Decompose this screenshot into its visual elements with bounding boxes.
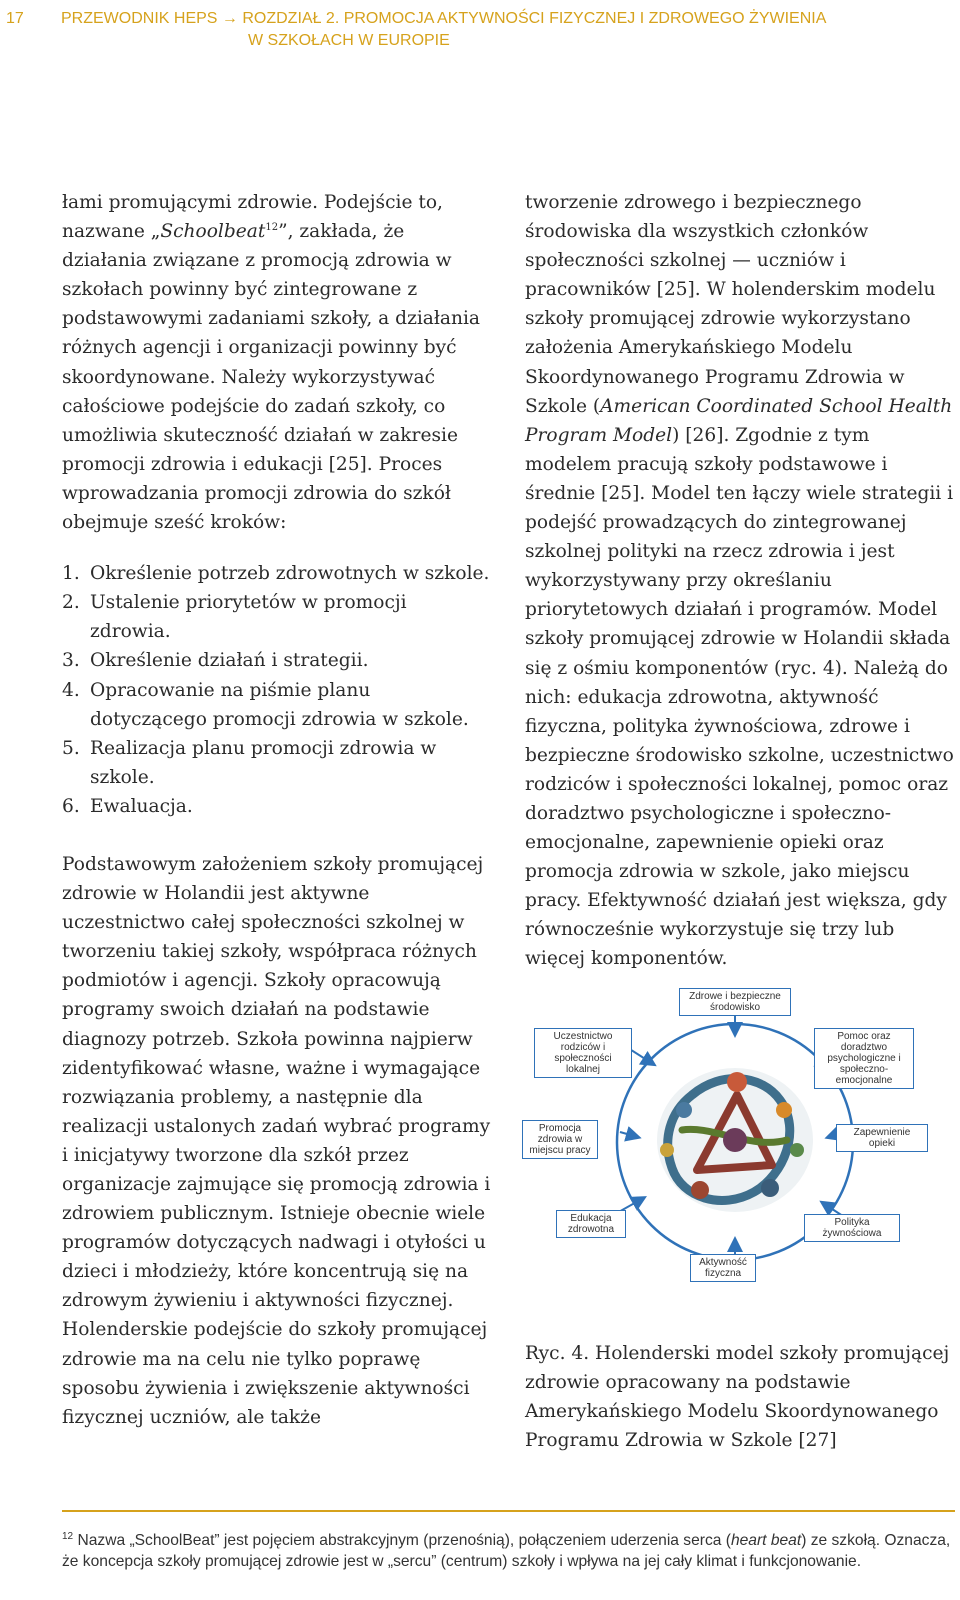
left-paragraph-2: Podstawowym założeniem szkoły promującej zdrowie w Holandii jest aktywne uczestnictwo całej społeczności szkolnej w tworzeniu takiej szkoły, współpraca różnych podmiotów i agencji. Szkoły opracowują programy swoich działań na podstawie diagnozy potrzeb. Szkoła powinna najpierw zidentyfikować własne, ważne i wymagające rozwiązania problemy, a następnie dla realizacji ustalonych zadań wybrać programy i inicjatywy tworzone dla szkół przez organizacje zajmujące się promocją zdrowia i zdrowiem publicznym. Istnieje obecnie wiele programów dotyczących nadwagi i otyłości u dzieci i młodzieży, które koncentrują się na zdrowym żywieniu i aktywności fizycznej. Holenderskie podejście do szkoły promującej zdrowie ma na celu nie tylko poprawę sposobu żywienia i zwiększenie aktywności fizycznej uczniów, ale także: [62, 853, 491, 1428]
component-health-education: Edukacja zdrowotna: [556, 1210, 626, 1238]
page-number: 17: [6, 10, 24, 27]
component-physical-activity: Aktywność fizyczna: [690, 1254, 756, 1282]
list-item: 3. Określenie działań i strategii.: [62, 650, 369, 672]
central-figure-graphic: [657, 1068, 813, 1212]
footnote-number: 12: [62, 1530, 74, 1542]
list-item: 6. Ewaluacja.: [62, 795, 193, 817]
footnote-divider: [62, 1510, 955, 1512]
footnote: $^{12}$ Nazwa „SchoolBeat” jest pojęciem abstrakcyjnym (przenośnią), połączeniem uderzenia serca (heart beat) ze szkołą. Oznacza, że koncepcja szkoły promującej zdrowie jest w „sercu” (centrum) szkoły i wpływa na jej cały klimat i funkcjonowanie.: [62, 1530, 951, 1570]
right-paragraph-1: tworzenie zdrowego i bezpiecznego środowiska dla wszystkich członków społeczności szkolnej — uczniów i pracowników [25]. W holenderskim modelu szkoły promującej zdrowie wykorzystano założenia Amerykańskiego Modelu Skoordynowanego Programu Zdrowia w Szkole (American Coordinated School Health Program Model) [26]. Zgodnie z tym modelem pracują szkoły podstawowe i średnie [25]. Model ten łączy wiele strategii i podejść prowadzących do zintegrowanej szkolnej polityki na rzecz zdrowia i jest wykorzystywany przy określaniu priorytetowych działań i programów. Model szkoły promującej zdrowie w Holandii składa się z ośmiu komponentów (ryc. 4). Należą do nich: edukacja zdrowotna, aktywność fizyczna, polityka żywnościowa, zdrowe i bezpieczne środowisko szkolne, uczestnictwo rodziców i społeczności lokalnej, pomoc oraz doradztwo psychologiczne i społeczno-emocjonalne, zapewnienie opieki oraz promocja zdrowia w szkole, jako miejscu pracy. Efektywność działań jest większa, gdy równocześnie wykorzystuje się trzy lub więcej komponentów.: [525, 192, 954, 970]
component-psychosocial-support: Pomoc oraz doradztwo psychologiczne i społeczno-emocjonalne: [814, 1028, 914, 1089]
list-item: 4. Opracowanie na piśmie planu dotyczącego promocji zdrowia w szkole.: [62, 679, 469, 730]
list-item: 2. Ustalenie priorytetów w promocji zdrowia.: [62, 592, 407, 643]
component-care-provision: Zapewnienie opieki: [836, 1124, 928, 1152]
component-food-policy: Polityka żywnościowa: [804, 1214, 900, 1242]
footnote-ref[interactable]: 12: [265, 221, 279, 233]
list-item: 1. Określenie potrzeb zdrowotnych w szkole.: [62, 563, 490, 585]
list-item: 5. Realizacja planu promocji zdrowia w szkole.: [62, 737, 437, 788]
breadcrumb-line-1: PRZEWODNIK HEPS → ROZDZIAŁ 2. PROMOCJA AKTYWNOŚCI FIZYCZNEJ I ZDROWEGO ŻYWIENIA: [61, 10, 827, 27]
component-workplace-health: Promocja zdrowia w miejscu pracy: [522, 1120, 598, 1159]
left-paragraph-1: łami promującymi zdrowie. Podejście to, nazwane „Schoolbeat$^{12}$”, zakłada, że działania związane z promocją zdrowia w szkołach powinny być zintegrowane z podstawowymi zadaniami szkoły, a działania różnych agencji i organizacji powinny być skoordynowane. Należy wykorzystywać całościowe podejście do zadań szkoły, co umożliwia skuteczność działań w zakresie promocji zdrowia i edukacji [25]. Proces wprowadzania promocji zdrowia do szkół obejmuje sześć kroków:: [62, 192, 481, 534]
component-parent-participation: Uczestnictwo rodziców i społeczności lokalnej: [534, 1028, 632, 1078]
figure-caption: Ryc. 4. Holenderski model szkoły promującej zdrowie opracowany na podstawie Amerykańskiego Modelu Skoordynowanego Programu Zdrowia w Szkole [27]: [525, 1343, 950, 1451]
steps-list: [62, 559, 492, 821]
page-header: [0, 8, 960, 58]
right-column: [525, 188, 955, 974]
component-healthy-environment: Zdrowe i bezpieczne środowisko: [679, 988, 791, 1016]
left-column: [62, 188, 492, 1432]
breadcrumb-line-2: W SZKOŁACH W EUROPIE: [248, 32, 450, 49]
figure-school-health-model: [522, 991, 952, 1300]
